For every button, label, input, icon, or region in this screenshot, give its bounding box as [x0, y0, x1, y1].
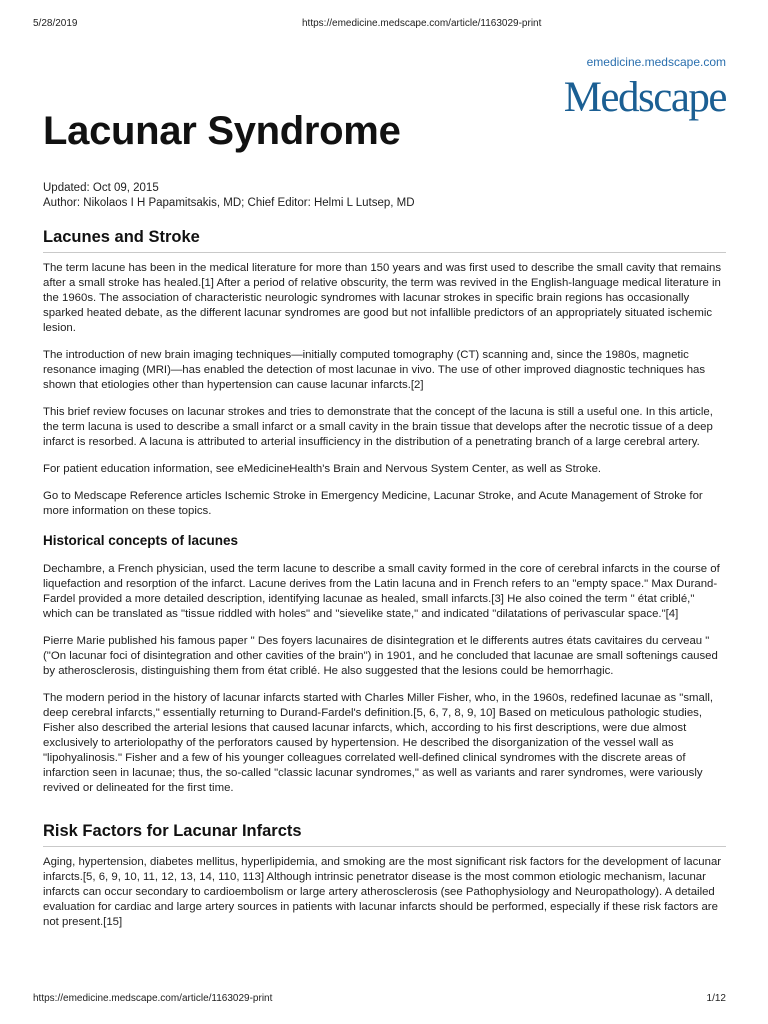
updated-date: Updated: Oct 09, 2015 — [43, 182, 159, 194]
paragraph: The term lacune has been in the medical literature for more than 150 years and was first used to describe the small cavity that remains after a small stroke has healed.[1] After a period of relative obscurity, the term was revived in the English-language medical literature in the 1960s. The association of characteristic neurologic syndromes with lacunar strokes in specific brain regions has occasionally sparked heated debate, as the different lacunar syndromes are good but not infallible predictors of an appropriately situated ischemic lesion. — [43, 262, 722, 334]
page-number: 1/12 — [706, 993, 726, 1004]
paragraph: Aging, hypertension, diabetes mellitus, hyperlipidemia, and smoking are the most significant risk factors for the development of lacunar infarcts.[5, 6, 9, 10, 11, 12, 13, 14, 110, 113] Although intrinsic penetrator disease is the most common etiologic mechanism, lacunar infarcts can occur secondary to cardioembolism or large artery atherosclerosis (see Pathophysiology and Neuropathology). A detailed evaluation for cardiac and large artery sources in patients with lacunar infarcts should be performed, especially if these risk factors are not present.[15] — [43, 856, 722, 928]
subheading-historical: Historical concepts of lacunes — [43, 533, 239, 548]
article-body — [43, 228, 726, 942]
article-meta — [43, 181, 415, 210]
paragraph: Go to Medscape Reference articles Ischemic Stroke in Emergency Medicine, Lacunar Stroke, and Acute Management of Stroke for more information on these topics. — [43, 490, 703, 517]
paragraph: Dechambre, a French physician, used the term lacune to describe a small cavity formed in the core of cerebral infarcts in the course of liquefaction and resorption of the infarct. Lacune derives from the Latin lacuna and in French refers to an "empty space." Max Durand-Fardel provided a more detailed description, identifying lacunae as healed, small infarcts.[3] He also coined the term " état criblé," which can be translated as "tissue riddled with holes" and "sievelike state," and indicated "dilatations of perivascular space."[4] — [43, 563, 720, 620]
paragraph: The modern period in the history of lacunar infarcts started with Charles Miller Fisher, who, in the 1960s, redefined lacunae as "small, deep cerebral infarcts," essentially returning to Durand-Fardel's definition.[5, 6, 7, 8, 9, 10] Based on meticulous pathologic studies, Fisher also described the arterial lesions that caused lacunar infarcts, which, according to his first descriptions, were due almost exclusively to arteriolopathy of the perforators caused by hypertension. He described the disorganization of the vessel wall as "lipohyalinosis." Fisher and a few of his younger colleagues correlated well-defined clinical syndromes with the discrete areas of infarction seen in lacunae; thus, the so-called "classic lacunar syndromes," as well as variants and rarer syndromes, were variously revived or delineated for the first time. — [43, 692, 714, 794]
paragraph: For patient education information, see eMedicineHealth's Brain and Nervous System Center, as well as Stroke. — [43, 463, 602, 475]
paragraph: Pierre Marie published his famous paper " Des foyers lacunaires de disintegration et le differents autres états cavitaires du cerveau " ("On lacunar foci of disintegration and other cavities of the brain") in 1901, and he concluded that lacunae are small softenings caused by atherosclerosis, distinguishing them from état criblé. He also suggested that the lesions could be hemorrhagic. — [43, 635, 718, 677]
site-link[interactable]: emedicine.medscape.com — [586, 55, 726, 69]
section-heading-risk: Risk Factors for Lacunar Infarcts — [43, 822, 726, 847]
print-header-url: https://emedicine.medscape.com/article/1163029-print — [302, 18, 542, 29]
paragraph: The introduction of new brain imaging techniques—initially computed tomography (CT) scanning and, since the 1980s, magnetic resonance imaging (MRI)—has enabled the detection of most lacunae in vivo. The use of other improved diagnostic techniques has shown that etiologies other than hypertension can cause lacunar infarcts.[2] — [43, 349, 706, 391]
print-date: 5/28/2019 — [33, 18, 78, 29]
medscape-logo: Medscape — [563, 74, 726, 121]
section-spacer — [43, 808, 726, 822]
paragraph: This brief review focuses on lacunar strokes and tries to demonstrate that the concept of the lacuna is still a useful one. In this article, the term lacuna is used to describe a small infarct or a small cavity in the brain tissue that develops after the necrotic tissue of a deep infarct is resorbed. A lacuna is attributed to arterial insufficiency in the distribution of a penetrating branch of a large cerebral artery. — [43, 406, 713, 448]
author-line: Author: Nikolaos I H Papamitsakis, MD; Chief Editor: Helmi L Lutsep, MD — [43, 196, 415, 209]
article-title: Lacunar Syndrome — [43, 109, 401, 153]
section-heading-lacunes: Lacunes and Stroke — [43, 228, 726, 253]
print-footer-url: https://emedicine.medscape.com/article/1163029-print — [33, 993, 273, 1004]
